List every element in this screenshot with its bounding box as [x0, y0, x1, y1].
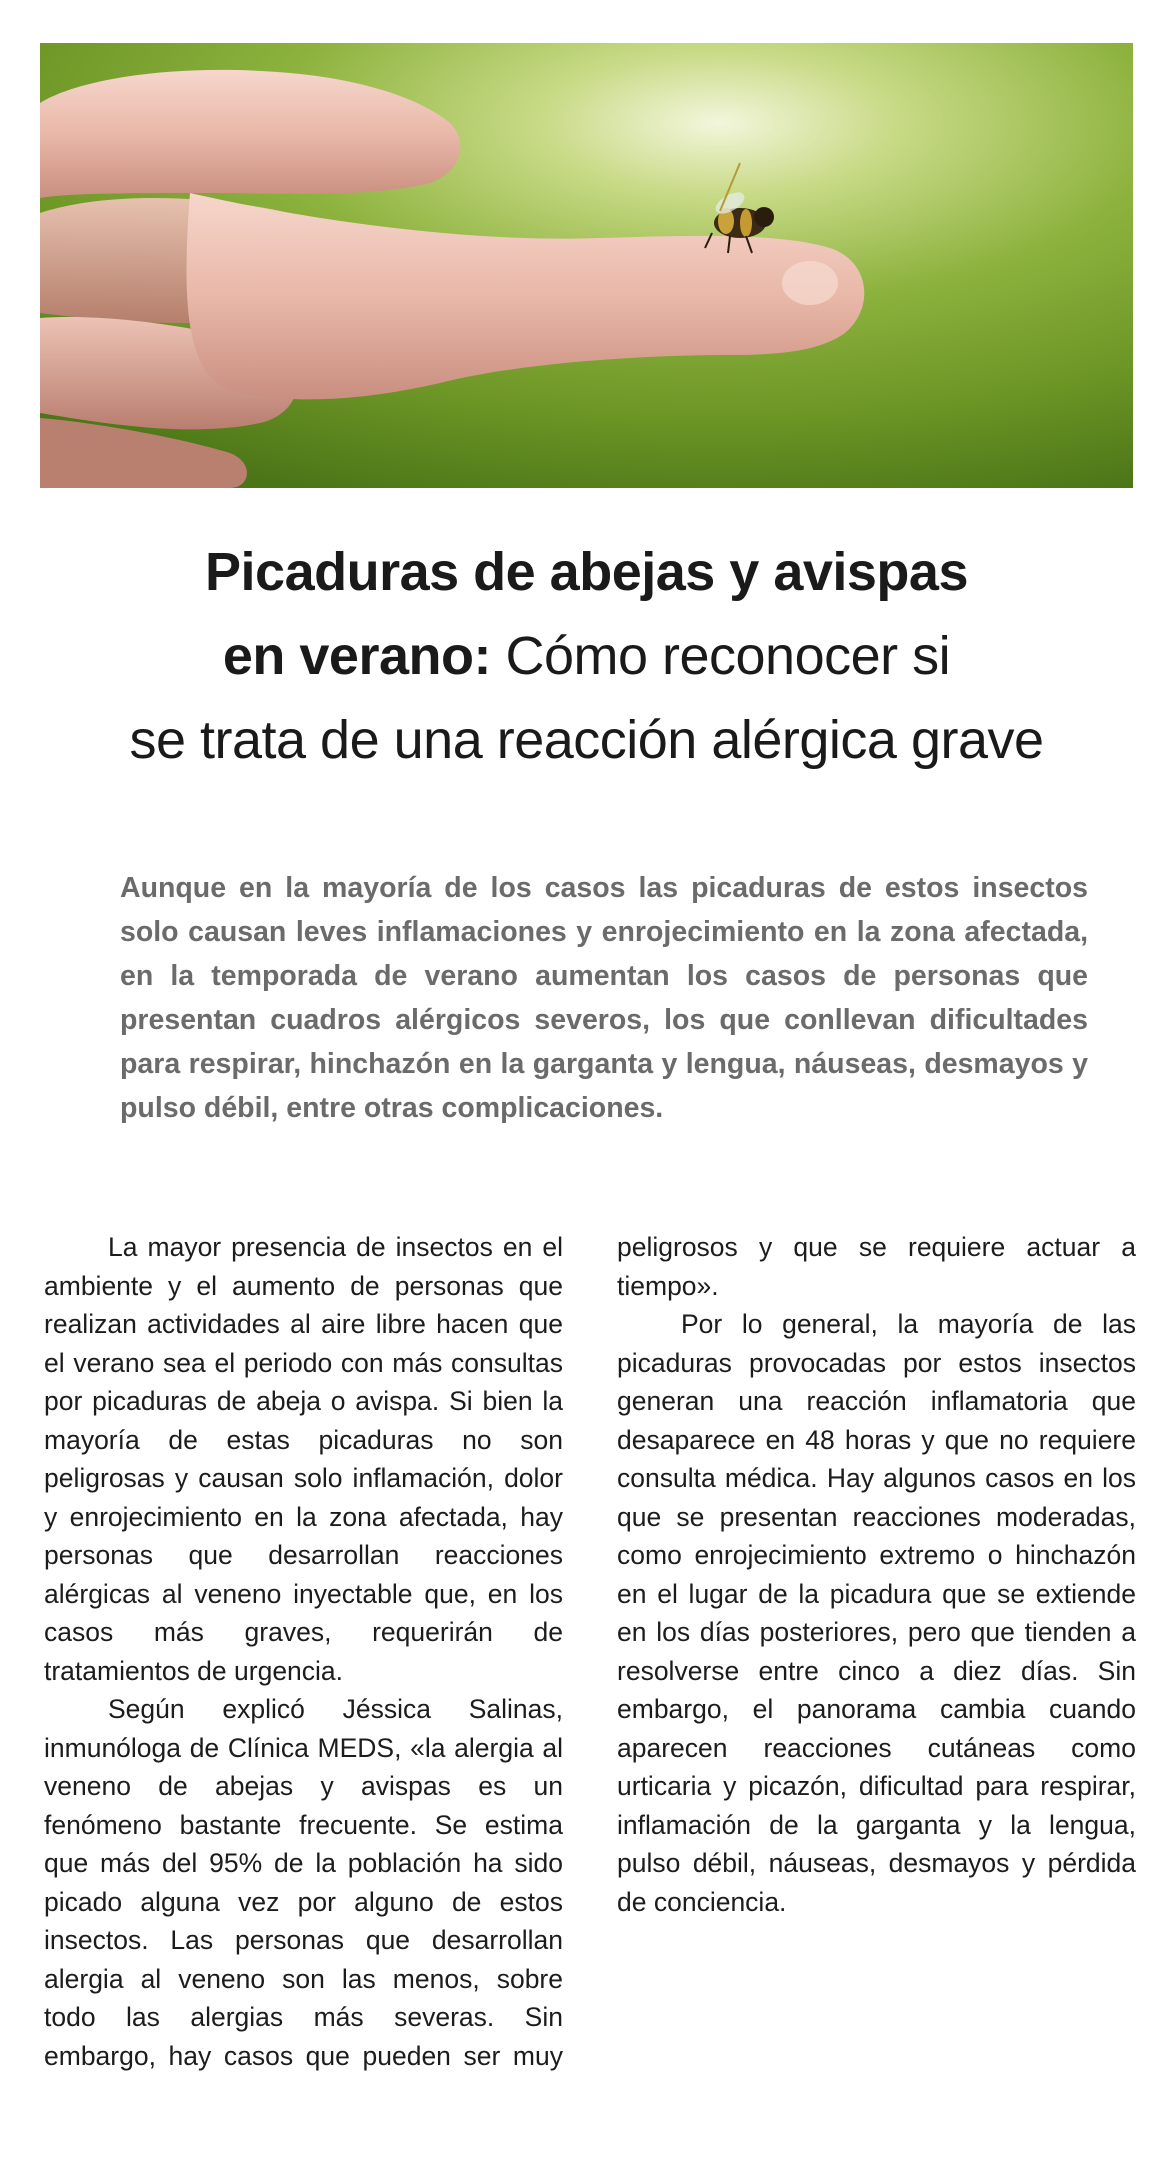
- body-paragraph-2: Según explicó Jéssica Salinas, inmunóloga de Clínica MEDS, «la alergia al veneno de abejas y avispas es un fenómeno bastante frecuente. Se estima que más del 95% de la población ha sido picado alguna vez por alguno de estos insectos. Las personas que desarrollan alergia al veneno son las menos, sobre todo las alergias más severas. Sin embargo, hay casos que pueden ser muy peligrosos y que se requiere actuar a tiempo».: [44, 1232, 1136, 2071]
- body-paragraph-3: Por lo general, la mayoría de las picaduras provocadas por estos insectos generan una reacción inflamatoria que desaparece en 48 horas y que no requiere consulta médica. Hay algunos casos en los que se presentan reacciones moderadas, como enrojecimiento extremo o hinchazón en el lugar de la picadura que se extiende en los días posteriores, pero que tienden a resolverse entre cinco a diez días. Sin embargo, el panorama cambia cuando aparecen reacciones cutáneas como urticaria y picazón, dificultad para respirar, inflamación de la garganta y la lengua, pulso débil, náuseas, desmayos y pérdida de conciencia.: [617, 1309, 1136, 1917]
- headline-line-3: se trata de una reacción alérgica grave: [129, 710, 1044, 770]
- headline-line-2-light: Cómo reconocer si: [490, 626, 951, 686]
- headline-line-2-bold: en verano:: [222, 626, 491, 686]
- lead-paragraph: Aunque en la mayoría de los casos las picaduras de estos insectos solo causan leves inflamaciones y enrojecimiento en la zona afectada, en la temporada de verano aumentan los casos de personas que presentan cuadros alérgicos severos, los que conllevan dificultades para respirar, hinchazón en la garganta y lengua, náuseas, desmayos y pulso débil, entre otras complicaciones.: [120, 872, 1088, 1124]
- headline-line-1: Picaduras de abejas y avispas: [205, 542, 968, 602]
- article-body: [44, 1228, 1136, 2148]
- hand-with-bee-photo: [40, 43, 1133, 488]
- headline: [40, 530, 1133, 782]
- headline-line-2: [40, 614, 1133, 698]
- hero-photo: [40, 43, 1133, 488]
- body-paragraph-1: La mayor presencia de insectos en el ambiente y el aumento de personas que realizan actividades al aire libre hacen que el verano sea el periodo con más consultas por picaduras de abeja o avispa. Si bien la mayoría de estas picaduras no son peligrosas y causan solo inflamación, dolor y enrojecimiento en la zona afectada, hay personas que desarrollan reacciones alérgicas al veneno inyectable que, en los casos más graves, requerirán de tratamientos de urgencia.: [44, 1232, 563, 1686]
